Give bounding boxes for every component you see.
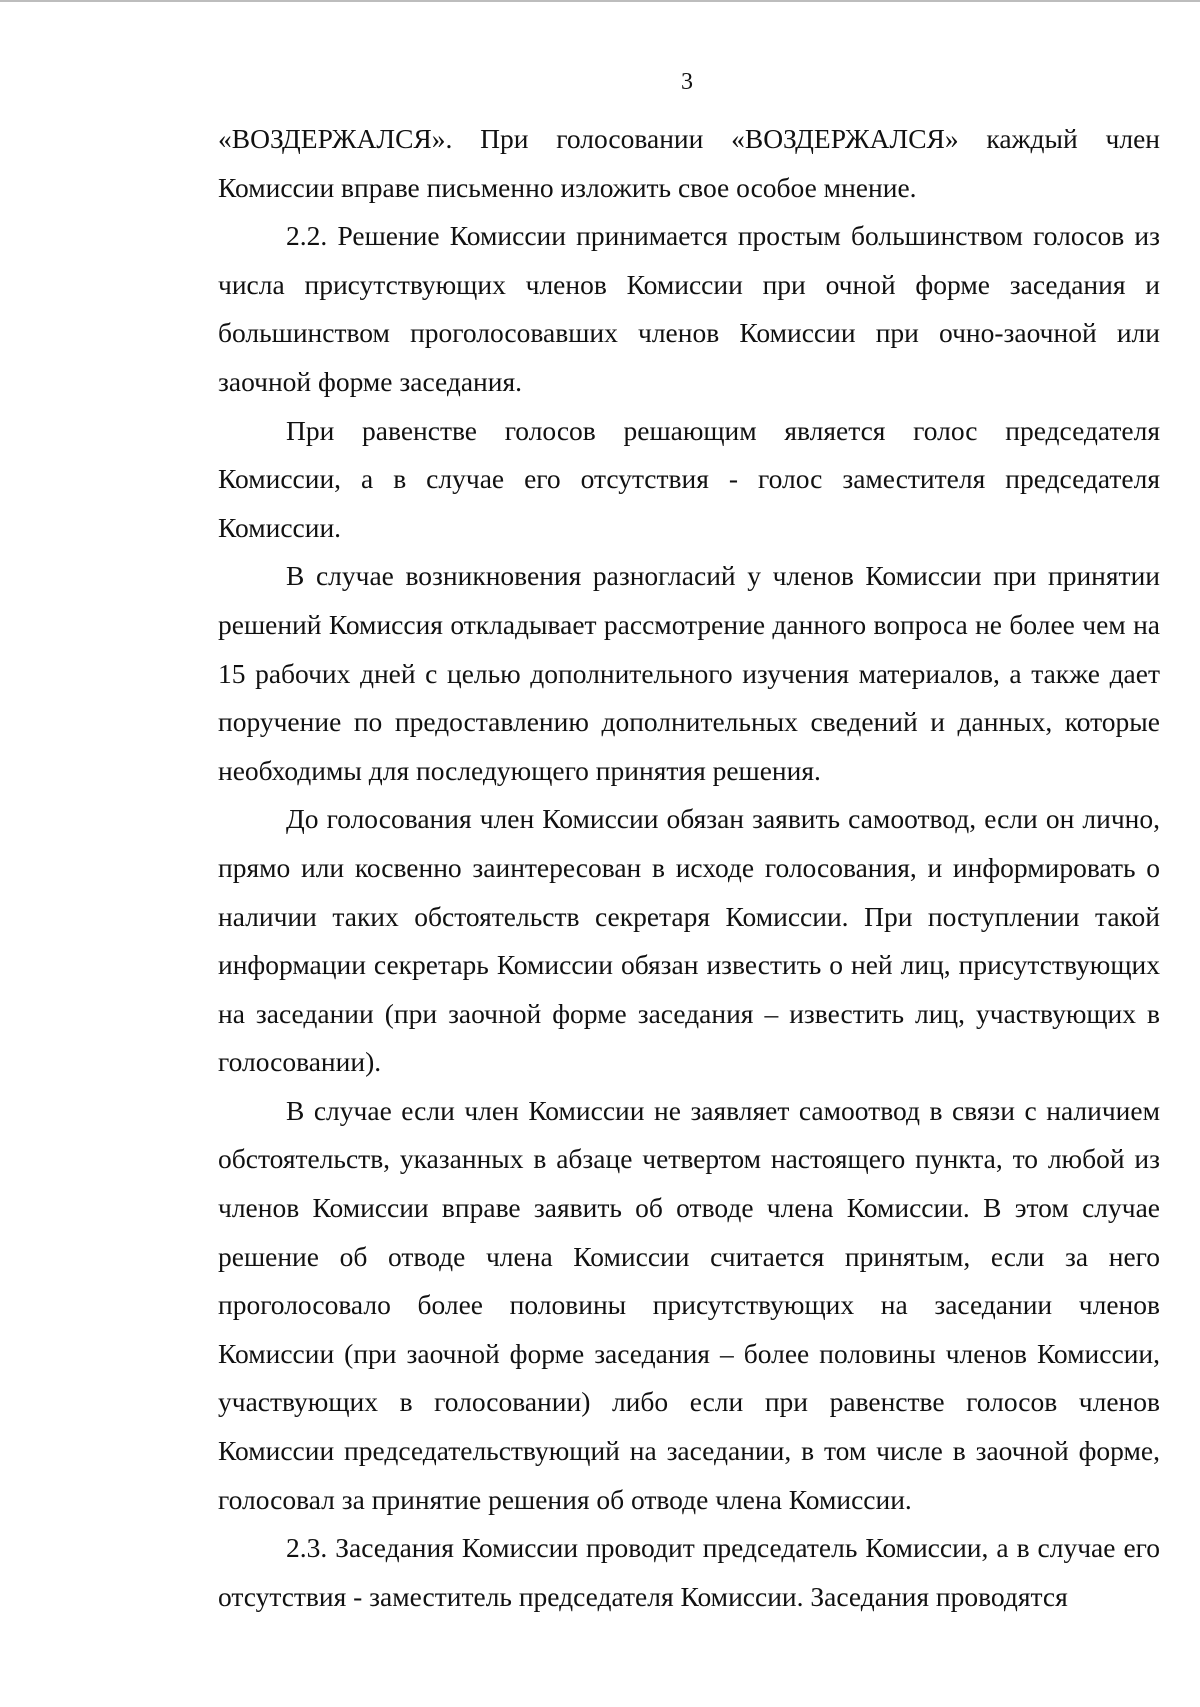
paragraph-2-2: 2.2. Решение Комиссии принимается простым большинством голосов из числа присутствующих членов Комиссии при очной форме заседания и большинством проголосовавших членов Комиссии при очно-заочной или заочной форме заседания. (218, 220, 1160, 397)
paragraph-recusal-challenge: В случае если член Комиссии не заявляет самоотвод в связи с наличием обстоятельств, указанных в абзаце четвертом настоящего пункта, то любой из членов Комиссии вправе заявить об отводе члена Комиссии. В этом случае решение об отводе члена Комиссии считается принятым, если за него проголосовало более половины присутствующих на заседании членов Комиссии (при заочной форме заседания – более половины членов Комиссии, участвующих в голосовании) либо если при равенстве голосов членов Комиссии председательствующий на заседании, в том числе в заочной форме, голосовал за принятие решения об отводе члена Комиссии. (218, 1094, 1160, 1515)
paragraph-2-3: 2.3. Заседания Комиссии проводит председатель Комиссии, а в случае его отсутствия - заместитель председателя Комиссии. Заседания проводятся (218, 1532, 1160, 1612)
scan-top-edge (0, 0, 1200, 2)
paragraph-abstained-continuation: «ВОЗДЕРЖАЛСЯ». При голосовании «ВОЗДЕРЖАЛСЯ» каждый член Комиссии вправе письменно изложить свое особое мнение. (218, 123, 1160, 203)
paragraph-disagreements: В случае возникновения разногласий у членов Комиссии при принятии решений Комиссия откладывает рассмотрение данного вопроса не более чем на 15 рабочих дней с целью дополнительного изучения материалов, а также дает поручение по предоставлению дополнительных сведений и данных, которые необходимы для последующего принятия решения. (218, 560, 1160, 786)
paragraph-tie-vote: При равенстве голосов решающим является голос председателя Комиссии, а в случае его отсутствия - голос заместителя председателя Комиссии. (218, 414, 1160, 543)
page-number: 3 (681, 69, 693, 95)
paragraph-self-recusal: До голосования член Комиссии обязан заявить самоотвод, если он лично, прямо или косвенно заинтересован в исходе голосования, и информировать о наличии таких обстоятельств секретаря Комиссии. При поступлении такой информации секретарь Комиссии обязан известить о ней лиц, присутствующих на заседании (при заочной форме заседания – известить лиц, участвующих в голосовании). (218, 803, 1160, 1078)
document-body (218, 115, 1160, 1621)
